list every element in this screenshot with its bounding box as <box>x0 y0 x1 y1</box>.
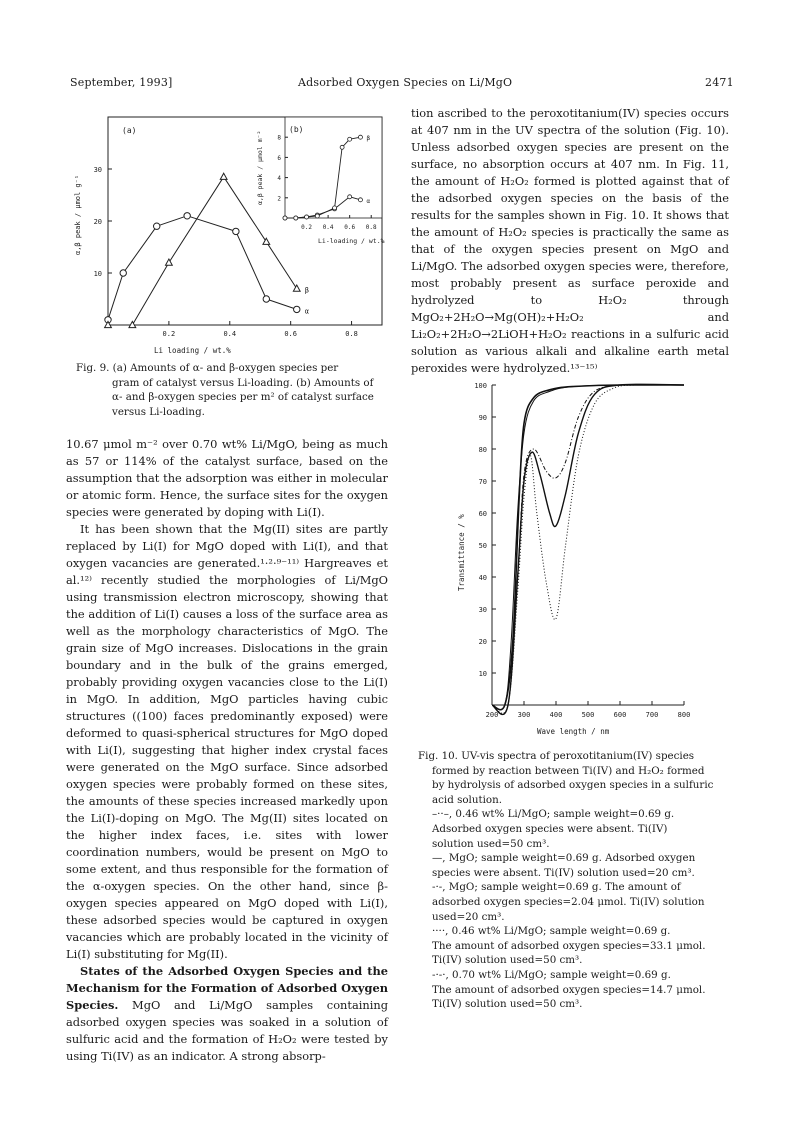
fig10-ytick-label: 100 <box>474 382 487 390</box>
fig9b-ylabel: α,β peak / μmol m⁻² <box>256 130 264 205</box>
fig10-xtick-label: 400 <box>549 711 563 719</box>
fig9a-alpha-point <box>263 296 269 302</box>
fig9a-xlabel: Li loading / wt.% <box>154 346 231 355</box>
fig10-ytick-label: 60 <box>478 510 487 518</box>
fig10-ytick-label: 70 <box>478 478 487 486</box>
fig9b-point <box>358 198 362 202</box>
fig10-ytick-label: 20 <box>478 638 487 646</box>
caption-line: Adsorbed oxygen species were absent. Ti(IV) <box>432 822 668 835</box>
fig9b-xlabel: Li-loading / wt.% <box>318 237 385 245</box>
fig9a-xtick-label: 0.8 <box>345 330 358 338</box>
fig10-xtick-label: 200 <box>485 711 499 719</box>
fig9a-series-label: β <box>304 286 309 295</box>
fig9b-point <box>333 206 337 210</box>
caption-line: solution used=50 cm³. <box>432 837 550 850</box>
caption-line: The amount of adsorbed oxygen species=14.7 μmol. <box>432 983 706 996</box>
fig9a-xtick-label: 0.4 <box>223 330 237 338</box>
fig10-ylabel: Transmittance / % <box>457 514 466 591</box>
fig10-xtick-label: 800 <box>677 711 691 719</box>
caption-line: The amount of adsorbed oxygen species=33.1 μmol. <box>432 939 706 952</box>
fig9a-beta-point <box>220 173 227 179</box>
fig9b-xtick-label: 0.4 <box>322 224 334 231</box>
fig9b-xtick-label: 0.2 <box>301 224 312 231</box>
fig10-ytick-label: 50 <box>478 542 487 550</box>
fig9a-ylabel: α,β peak / μmol g⁻¹ <box>74 174 82 255</box>
fig9b-point <box>340 145 344 149</box>
fig10-xtick-label: 500 <box>581 711 595 719</box>
fig10-ytick-label: 30 <box>478 606 487 614</box>
fig9a-alpha-point <box>184 213 190 219</box>
fig9a-series-label: α <box>304 307 309 316</box>
fig9b-series-label: α <box>366 197 371 205</box>
caption-line: formed by reaction between Ti(IV) and H₂O₂ formed <box>432 764 705 777</box>
caption-line: adsorbed oxygen species=2.04 μmol. Ti(IV) solution <box>432 895 705 908</box>
caption-line: species were absent. Ti(IV) solution used=20 cm³. <box>432 866 695 879</box>
caption-line: Ti(IV) solution used=50 cm³. <box>432 954 583 967</box>
header-title: Adsorbed Oxygen Species on Li/MgO <box>298 76 513 89</box>
figure-10-caption <box>418 749 738 1012</box>
fig10-xtick-label: 600 <box>613 711 627 719</box>
section-heading: States of the Adsorbed Oxygen Species and the Mechanism for the Formation of Adsorbed Oxygen Species. <box>66 964 388 1012</box>
fig10-spectrum-line-1 <box>492 385 684 710</box>
caption-line: ····, 0.46 wt% Li/MgO; sample weight=0.69 g. <box>432 925 671 938</box>
fig9b-ytick-label: 6 <box>277 154 281 162</box>
fig10-spectrum-line-4 <box>492 385 684 714</box>
left-column-text <box>66 436 388 1065</box>
caption-line: —, MgO; sample weight=0.69 g. Adsorbed oxygen <box>432 852 696 865</box>
fig9a-series-β-line <box>108 177 297 325</box>
fig9a-xtick-label: 0.2 <box>162 330 176 338</box>
fig9a-alpha-point <box>120 270 126 276</box>
paragraph: It has been shown that the Mg(II) sites are partly replaced by Li(I) for MgO doped with Li(I), and that oxygen vacancies are generated.¹·²·⁹⁻¹¹⁾ Hargreaves et al.¹²⁾ recently studied the morphologies of Li/MgO using transmission electron microscopy, showing that the addition of Li(I) causes a loss of the surface area as well as the morphology characteristics of MgO. The grain size of MgO increases. Dislocations in the grain boundary and in the bulk of the grains emerged, probably providing oxygen vacancies close to the Li(I) in MgO. In addition, MgO particles having cubic structures ((100) faces predominantly exposed) were deformed to quasi-spherical structures for MgO doped with Li(I), suggesting that higher index crystal faces were generated on the MgO surface. Since adsorbed oxygen species were probably formed on these sites, the amounts of these species increased markedly upon the Li(I)-doping on MgO. The Mg(II) sites located on the higher index faces, i.e. sites with lower coordination numbers, would be present on MgO to some extent, and thus responsible for the formation of the α-oxygen species. On the other hand, since β-oxygen species appeared on MgO doped with Li(I), these adsorbed species would be captured in oxygen vacancies which are probably located in the vicinity of Li(I) substituting for Mg(II). <box>66 522 388 961</box>
fig9a-beta-point <box>263 238 270 244</box>
fig9a-panel-label: (a) <box>122 126 137 135</box>
fig10-ytick-label: 90 <box>478 414 487 422</box>
caption-line: gram of catalyst versus Li-loading. (b) Amounts of <box>112 376 374 389</box>
fig9b-point <box>315 214 319 218</box>
figure-9-chart <box>62 105 402 355</box>
fig9a-beta-point <box>293 285 300 291</box>
fig9b-xtick-label: 0.8 <box>365 224 377 231</box>
fig9a-beta-point <box>165 259 172 265</box>
paragraph-text: MgO and Li/MgO samples containing adsorbed oxygen species was soaked in a solution of sulfuric acid and the formation of H₂O₂ were tested by using Ti(IV) as an indicator. A strong absorp- <box>66 998 389 1063</box>
fig9b-series-label: β <box>366 135 371 143</box>
fig9a-alpha-point <box>233 228 239 234</box>
fig10-spectrum-line-2 <box>492 385 684 710</box>
paragraph <box>66 963 388 1065</box>
right-column-text <box>411 105 729 377</box>
caption-line: -·-·, 0.70 wt% Li/MgO; sample weight=0.69 g. <box>432 968 671 981</box>
paragraph: 10.67 μmol m⁻² over 0.70 wt% Li/MgO, being as much as 57 or 114% of the catalyst surface, based on the assumption that the adsorption was either in molecular or atomic form. Hence, the surface sites for the oxygen species were generated by doping with Li(I). <box>66 437 388 519</box>
caption-line: –··–, 0.46 wt% Li/MgO; sample weight=0.69 g. <box>432 808 675 821</box>
fig9a-ytick-label: 10 <box>93 270 102 278</box>
header-page-number: 2471 <box>705 76 734 89</box>
fig9b-point <box>358 135 362 139</box>
fig9b-xtick-label: 0.6 <box>344 224 356 231</box>
fig9b-point <box>283 216 287 220</box>
fig9b-point <box>348 195 352 199</box>
fig9a-ytick-label: 30 <box>93 166 102 174</box>
caption-line: by hydrolysis of adsorbed oxygen species in a sulfuric <box>432 779 714 792</box>
caption-line: -·-, MgO; sample weight=0.69 g. The amount of <box>432 881 681 894</box>
fig10-xtick-label: 300 <box>517 711 531 719</box>
fig9a-alpha-point <box>154 223 160 229</box>
caption-line: acid solution. <box>432 793 503 806</box>
header-date: September, 1993] <box>70 76 173 89</box>
fig10-ytick-label: 40 <box>478 574 487 582</box>
fig9b-point <box>348 137 352 141</box>
fig9a-alpha-point <box>294 306 300 312</box>
fig9b-point <box>305 215 309 219</box>
caption-line: α- and β-oxygen species per m² of catalyst surface <box>112 391 374 404</box>
fig9b-ytick-label: 4 <box>277 175 281 183</box>
caption-line: Ti(IV) solution used=50 cm³. <box>432 998 583 1011</box>
figure-10-chart <box>452 373 702 738</box>
fig9b-ytick-label: 2 <box>277 195 281 203</box>
fig9a-xtick-label: 0.6 <box>284 330 297 338</box>
figure-9-caption <box>76 361 396 419</box>
fig9a-series-α-line <box>108 216 297 320</box>
fig9b-ytick-label: 8 <box>277 134 281 142</box>
caption-line: versus Li-loading. <box>112 405 205 418</box>
paragraph: tion ascribed to the peroxotitanium(IV) species occurs at 407 nm in the UV spectra of the solution (Fig. 10). Unless adsorbed oxygen species are present on the surface, no absorption occurs at 407 nm. In Fig. 11, the amount of H₂O₂ formed is plotted against that of the adsorbed oxygen species on the basis of the results for the samples shown in Fig. 10. It shows that the amount of H₂O₂ species is practically the same as that of the oxygen species present on MgO and Li/MgO. The adsorbed oxygen species were, therefore, most probably present as surface peroxide and hydrolyzed to H₂O₂ through MgO₂+2H₂O→Mg(OH)₂+H₂O₂ and Li₂O₂+2H₂O→2LiOH+H₂O₂ reactions in a sulfuric acid solution as various alkali and alkaline earth metal peroxides were hydrolyzed.¹³⁻¹⁵⁾ <box>411 106 729 375</box>
fig10-xtick-label: 700 <box>645 711 659 719</box>
fig10-xlabel: Wave length / nm <box>537 727 610 736</box>
fig10-ytick-label: 10 <box>478 670 487 678</box>
caption-line: Fig. 9. (a) Amounts of α- and β-oxygen species per <box>76 362 339 374</box>
fig10-ytick-label: 80 <box>478 446 487 454</box>
fig9b-point <box>294 216 298 220</box>
fig9b-panel-label: (b) <box>289 125 304 134</box>
fig9a-ytick-label: 20 <box>93 218 102 226</box>
caption-line: Fig. 10. UV-vis spectra of peroxotitanium(IV) species <box>418 750 695 762</box>
caption-line: used=20 cm³. <box>432 910 505 923</box>
